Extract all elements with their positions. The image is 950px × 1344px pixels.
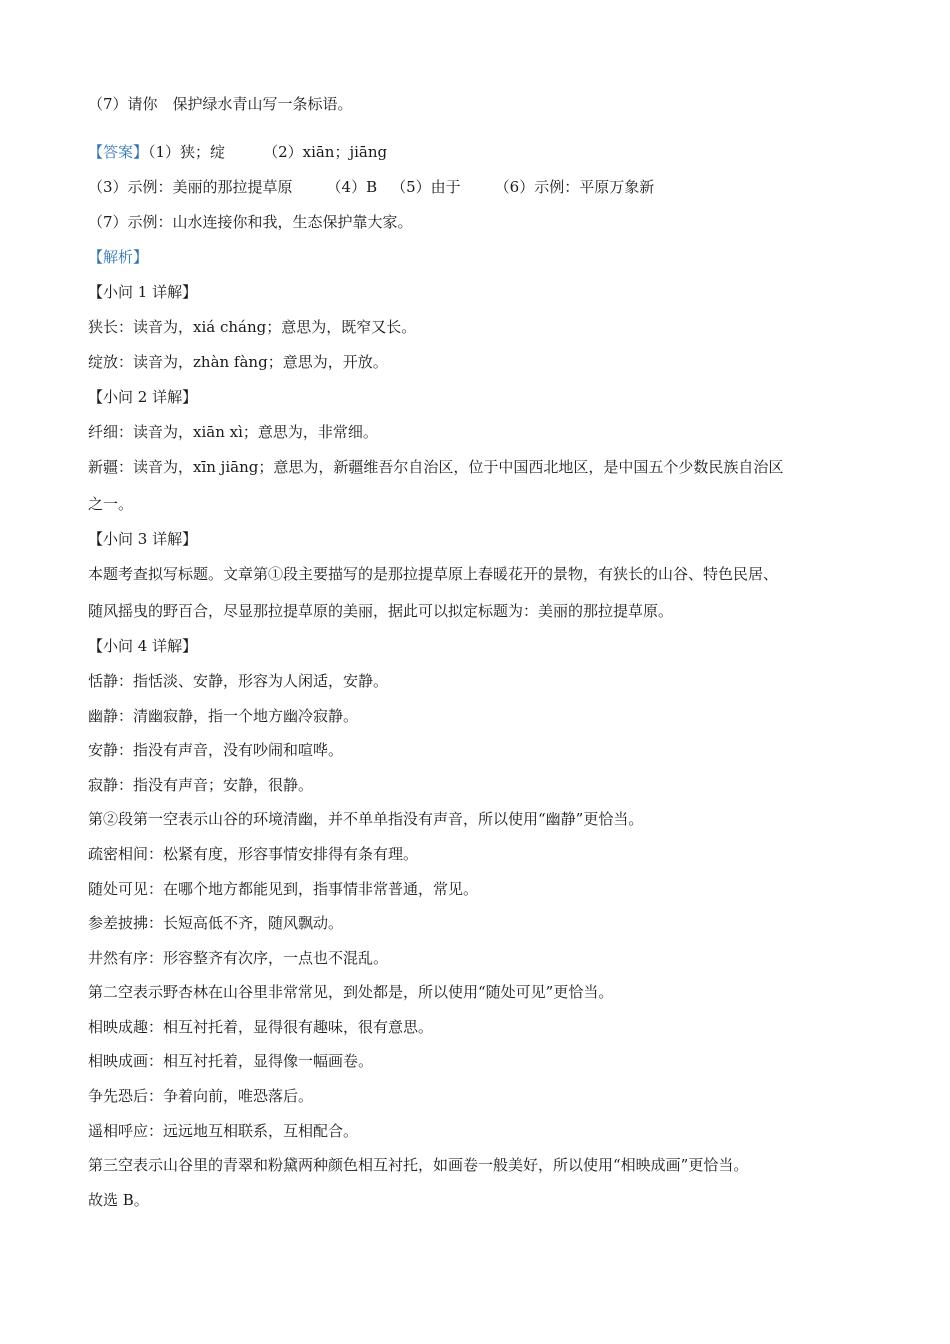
explanation-line: 之一。: [88, 495, 134, 513]
answer-tag: 【答案】: [88, 143, 149, 161]
explanation-line: 遥相呼应：远远地互相联系，互相配合。: [88, 1122, 359, 1140]
question-7-prompt: （7）请你 保护绿水青山写一条标语。: [88, 95, 353, 113]
explanation-line: 井然有序：形容整齐有次序，一点也不混乱。: [88, 949, 389, 967]
analysis-tag: 【解析】: [88, 248, 149, 266]
explanation-line: 本题考查拟写标题。文章第①段主要描写的是那拉提草原上春暖花开的景物，有狭长的山谷、特色民居、: [88, 565, 779, 583]
explanation-line: 幽静：清幽寂静，指一个地方幽冷寂静。: [88, 707, 359, 725]
section-heading-1: 【小问 1 详解】: [88, 283, 198, 301]
answer-5: （5）由于: [391, 178, 461, 196]
answer-2: （2）xiān；jiāng: [263, 143, 388, 161]
explanation-line: 绽放：读音为，zhàn fàng；意思为，开放。: [88, 353, 388, 371]
explanation-line: 新疆：读音为，xīn jiāng；意思为，新疆维吾尔自治区，位于中国西北地区，是中国五个少数民族自治区: [88, 458, 784, 476]
explanation-line: 相映成画：相互衬托着，显得像一幅画卷。: [88, 1052, 374, 1070]
answer-7: （7）示例：山水连接你和我，生态保护靠大家。: [88, 213, 413, 231]
section-heading-3: 【小问 3 详解】: [88, 530, 198, 548]
explanation-line: 安静：指没有声音，没有吵闹和喧哗。: [88, 741, 344, 759]
explanation-line: 第二空表示野杏林在山谷里非常常见，到处都是，所以使用“随处可见”更恰当。: [88, 983, 614, 1001]
section-heading-4: 【小问 4 详解】: [88, 637, 198, 655]
section-heading-2: 【小问 2 详解】: [88, 388, 198, 406]
explanation-line: 相映成趣：相互衬托着，显得很有趣味，很有意思。: [88, 1018, 434, 1036]
answer-row-2: [88, 177, 654, 197]
explanation-line: 狭长：读音为，xiá cháng；意思为，既窄又长。: [88, 318, 417, 336]
explanation-line: 争先恐后：争着向前，唯恐落后。: [88, 1087, 314, 1105]
explanation-line: 疏密相间：松紧有度，形容事情安排得有条有理。: [88, 845, 419, 863]
explanation-line: 第②段第一空表示山谷的环境清幽，并不单单指没有声音，所以使用“幽静”更恰当。: [88, 810, 644, 828]
answer-3: （3）示例：美丽的那拉提草原: [88, 178, 293, 196]
explanation-line: 随处可见：在哪个地方都能见到，指事情非常普通，常见。: [88, 880, 479, 898]
explanation-line: 参差披拂：长短高低不齐，随风飘动。: [88, 914, 344, 932]
explanation-line: 纤细：读音为，xiān xì；意思为，非常细。: [88, 423, 378, 441]
explanation-line: 寂静：指没有声音；安静，很静。: [88, 776, 314, 794]
explanation-line: 随风摇曳的野百合，尽显那拉提草原的美丽，据此可以拟定标题为：美丽的那拉提草原。: [88, 602, 674, 620]
answer-4: （4）B: [326, 178, 378, 196]
answer-6: （6）示例：平原万象新: [494, 178, 655, 196]
explanation-line: 恬静：指恬淡、安静，形容为人闲适，安静。: [88, 672, 389, 690]
explanation-line: 故选 B。: [88, 1191, 149, 1209]
answer-1: （1）狭；绽: [148, 143, 226, 161]
answer-row-1: [88, 142, 387, 162]
explanation-line: 第三空表示山谷里的青翠和粉黛两种颜色相互衬托，如画卷一般美好，所以使用“相映成画”更恰当。: [88, 1156, 749, 1174]
